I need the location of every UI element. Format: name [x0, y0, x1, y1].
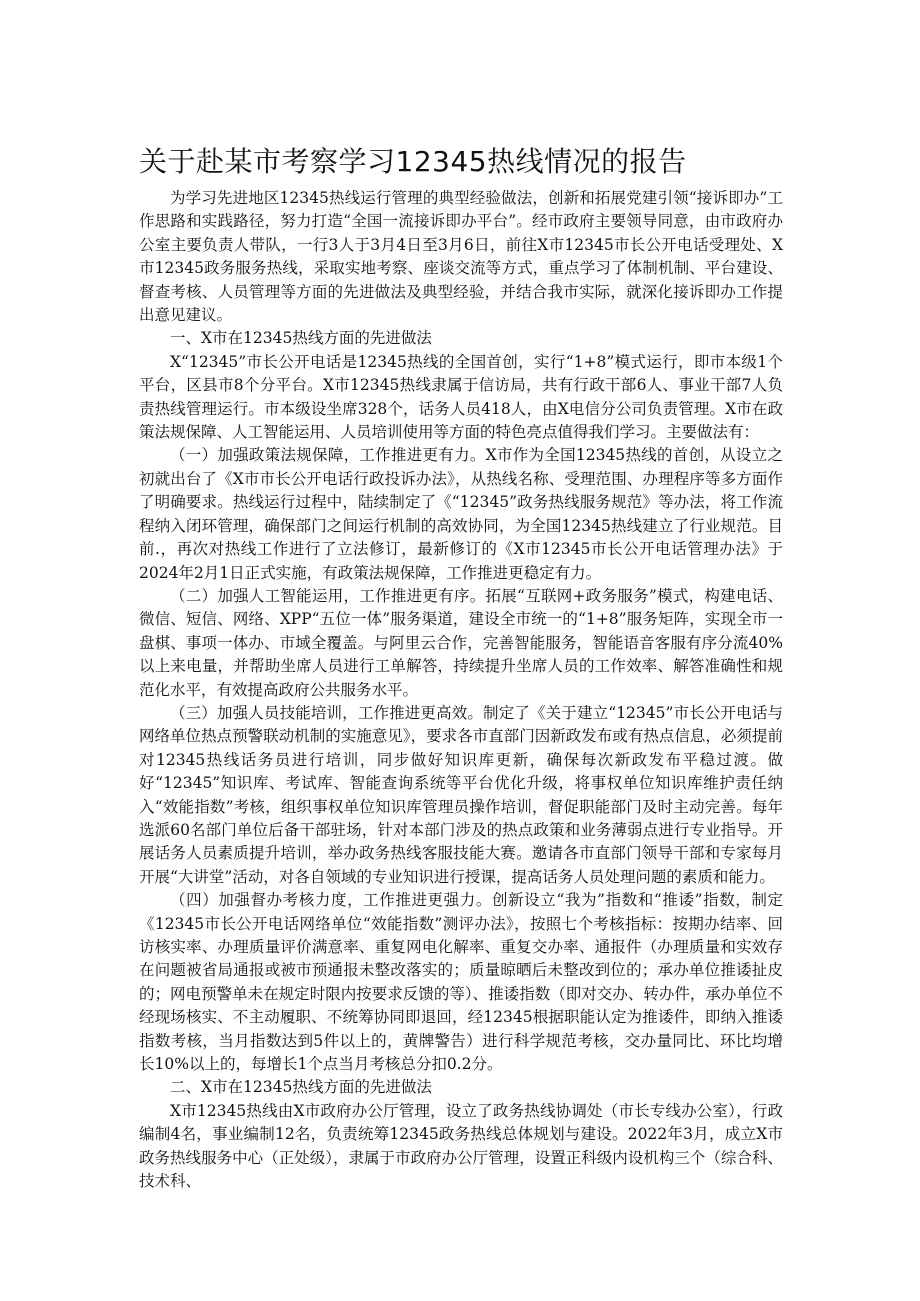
document-title: 关于赴某市考察学习12345热线情况的报告	[139, 145, 687, 178]
section-heading-2: 二、X市在12345热线方面的先进做法	[170, 1078, 432, 1097]
document-body	[139, 187, 783, 1193]
section-heading-1: 一、X市在12345热线方面的先进做法	[170, 329, 432, 348]
subsection-3-paragraph: （三）加强人员技能培训，工作推进更高效。制定了《关于建立“12345”市长公开电话与网络单位热点预警联动机制的实施意见》，要求各市直部门因新政发布或有热点信息，必须提前对12345热线话务员进行培训，同步做好知识库更新，确保每次新政发布平稳过渡。做好“12345”知识库、考试库、智能查询系统等平台优化升级，将事权单位知识库维护责任纳入“效能指数”考核，组织事权单位知识库管理员操作培训，督促职能部门及时主动完善。每年选派60名部门单位后备干部驻场，针对本部门涉及的热点政策和业务薄弱点进行专业指导。开展话务人员素质提升培训，举办政务热线客服技能大赛。邀请各市直部门领导干部和专家每月开展“大讲堂”活动，对各自领域的专业知识进行授课，提高话务人员处理问题的素质和能力。	[139, 703, 783, 886]
intro-paragraph: 为学习先进地区12345热线运行管理的典型经验做法，创新和拓展党建引领“接诉即办”工作思路和实践路径，努力打造“全国一流接诉即办平台”。经市政府主要领导同意，由市政府办公室主要负责人带队，一行3人于3月4日至3月6日，前往X市12345市长公开电话受理处、X市12345政务服务热线，采取实地考察、座谈交流等方式，重点学习了体制机制、平台建设、督查考核、人员管理等方面的先进做法及典型经验，并结合我市实际，就深化接诉即办工作提出意见建议。	[139, 189, 783, 325]
subsection-4-paragraph: （四）加强督办考核力度，工作推进更强力。创新设立“我为”指数和“推诿”指数，制定《12345市长公开电话网络单位“效能指数”测评办法》，按照七个考核指标：按期办结率、回访核实率、办理质量评价满意率、重复网电化解率、重复交办率、通报件（办理质量和实效存在问题被省局通报或被市预通报未整改落实的；质量晾晒后未整改到位的；承办单位推诿扯皮的；网电预警单未在规定时限内按要求反馈的等）、推诿指数（即对交办、转办件，承办单位不经现场核实、不主动履职、不统筹协同即退回，经12345根据职能认定为推诿件，即纳入推诿指数考核，当月指数达到5件以上的，黄牌警告）进行科学规范考核，交办量同比、环比均增长10%以上的，每增长1个点当月考核总分扣0.2分。	[139, 891, 783, 1074]
subsection-1-paragraph: （一）加强政策法规保障，工作推进更有力。X市作为全国12345热线的首创，从设立之初就出台了《X市市长公开电话行政投诉办法》，从热线名称、受理范围、办理程序等多方面作了明确要求。热线运行过程中，陆续制定了《“12345”政务热线服务规范》等办法，将工作流程纳入闭环管理，确保部门之间运行机制的高效协同，为全国12345热线建立了行业规范。目前.，再次对热线工作进行了立法修订，最新修订的《X市12345市长公开电话管理办法》于2024年2月1日正式实施，有政策法规保障，工作推进更稳定有力。	[139, 446, 783, 582]
subsection-2-paragraph: （二）加强人工智能运用，工作推进更有序。拓展“互联网+政务服务”模式，构建电话、微信、短信、网络、XPP“五位一体”服务渠道，建设全市统一的“1+8”服务矩阵，实现全市一盘棋、事项一体办、市域全覆盖。与阿里云合作，完善智能服务，智能语音客服有序分流40%以上来电量，并帮助坐席人员进行工单解答，持续提升坐席人员的工作效率、解答准确性和规范化水平，有效提高政府公共服务水平。	[139, 586, 783, 699]
section-1-paragraph: X“12345”市长公开电话是12345热线的全国首创，实行“1+8”模式运行，即市本级1个平台，区县市8个分平台。X市12345热线隶属于信访局，共有行政干部6人、事业干部7人负责热线管理运行。市本级设坐席328个，话务人员418人，由X电信分公司负责管理。X市在政策法规保障、人工智能运用、人员培训使用等方面的特色亮点值得我们学习。主要做法有：	[139, 352, 783, 442]
section-2-paragraph: X市12345热线由X市政府办公厅管理，设立了政务热线协调处（市长专线办公室），行政编制4名，事业编制12名，负责统筹12345政务热线总体规划与建设。2022年3月，成立X市政务热线服务中心（正处级），隶属于市政府办公厅管理，设置正科级内设机构三个（综合科、技术科、	[139, 1101, 783, 1191]
